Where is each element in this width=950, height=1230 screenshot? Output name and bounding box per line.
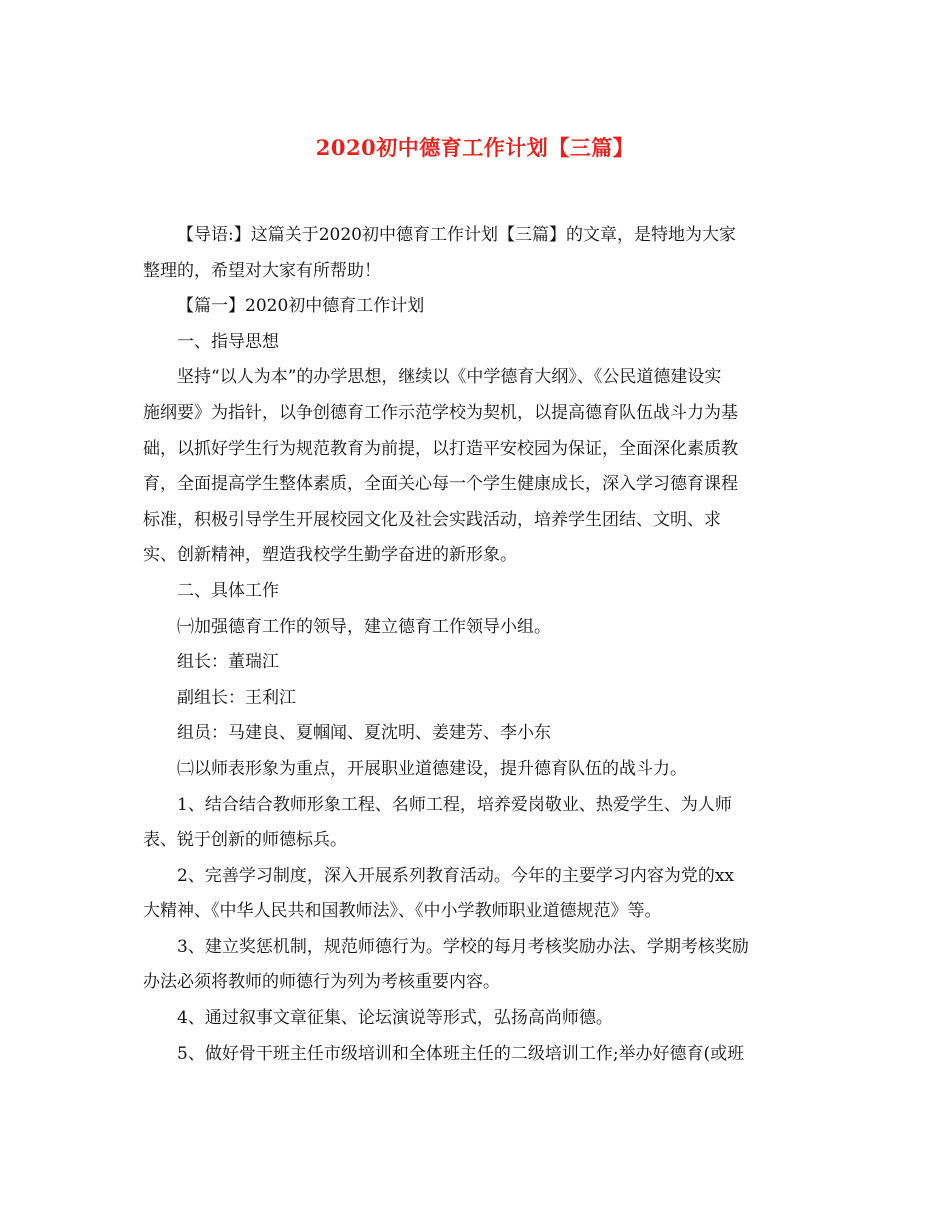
paragraph-line: ㈡以师表形象为重点，开展职业道德建设，提升德育队伍的战斗力。 bbox=[177, 758, 687, 779]
paragraph-line: 二、具体工作 bbox=[177, 580, 279, 601]
paragraph-line: 【篇一】2020初中德育工作计划 bbox=[177, 296, 425, 317]
paragraph-line: 2、完善学习制度，深入开展系列教育活动。今年的主要学习内容为党的xx bbox=[177, 865, 734, 886]
paragraph-line: 组长：董瑞江 bbox=[177, 652, 279, 673]
paragraph-line: 【导语:】这篇关于2020初中德育工作计划【三篇】的文章，是特地为大家 bbox=[177, 225, 736, 245]
paragraph-line: 3、建立奖惩机制，规范师德行为。学校的每月考核奖励办法、学期考核奖励 bbox=[177, 936, 749, 957]
paragraph-line: 副组长：王利江 bbox=[177, 687, 296, 708]
paragraph-line: 施纲要》为指针，以争创德育工作示范学校为契机，以提高德育队伍战斗力为基 bbox=[143, 402, 738, 423]
paragraph-line: 一、指导思想 bbox=[177, 331, 279, 352]
paragraph-line: 实、创新精神，塑造我校学生勤学奋进的新形象。 bbox=[143, 545, 517, 566]
paragraph-line: 表、锐于创新的师德标兵。 bbox=[143, 830, 347, 851]
document-body bbox=[143, 218, 803, 1072]
paragraph-line: 大精神、《中华人民共和国教师法》、《中小学教师职业道德规范》等。 bbox=[143, 901, 662, 922]
paragraph-line: 4、通过叙事文章征集、论坛演说等形式，弘扬高尚师德。 bbox=[177, 1008, 613, 1029]
paragraph-line: ㈠加强德育工作的领导，建立德育工作领导小组。 bbox=[177, 616, 551, 637]
paragraph-line: 坚持“以人为本”的办学思想，继续以《中学德育大纲》、《公民道德建设实 bbox=[177, 367, 722, 388]
paragraph-line: 础，以抓好学生行为规范教育为前提，以打造平安校园为保证，全面深化素质教 bbox=[143, 438, 738, 459]
paragraph-line: 5、做好骨干班主任市级培训和全体班主任的二级培训工作;举办好德育(或班 bbox=[177, 1043, 745, 1064]
paragraph-line: 育，全面提高学生整体素质，全面关心每一个学生健康成长，深入学习德育课程 bbox=[143, 474, 738, 495]
paragraph-line: 组员：马建良、夏帼闻、夏沈明、姜建芳、李小东 bbox=[177, 723, 551, 744]
paragraph-line: 办法必须将教师的师德行为列为考核重要内容。 bbox=[143, 972, 500, 993]
paragraph-line: 1、结合结合教师形象工程、名师工程，培养爱岗敬业、热爱学生、为人师 bbox=[177, 794, 732, 815]
paragraph-line: 整理的，希望对大家有所帮助！ bbox=[143, 260, 381, 281]
paragraph-line: 标准，积极引导学生开展校园文化及社会实践活动，培养学生团结、文明、求 bbox=[143, 509, 721, 530]
document-title: 2020初中德育工作计划【三篇】 bbox=[315, 135, 635, 160]
